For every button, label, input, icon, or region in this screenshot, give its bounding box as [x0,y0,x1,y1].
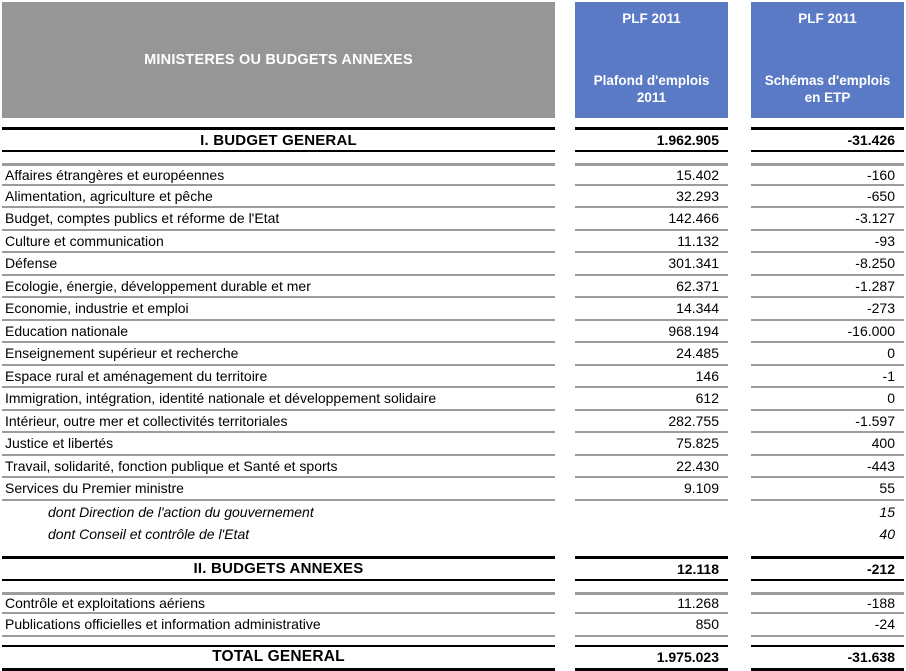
row-label: Affaires étrangères et européennes [2,163,555,186]
plafond-value: 301.341 [575,253,728,276]
row-label: Alimentation, agriculture et pêche [2,186,555,209]
row-label: Enseignement supérieur et recherche [2,343,555,366]
section-row-budgets-annexes [2,556,906,581]
plafond-value: 282.755 [575,411,728,434]
plafond-value: 22.430 [575,456,728,479]
total-row [2,645,906,671]
plafond-value: 1.962.905 [575,127,728,152]
row-label: Espace rural et aménagement du territoire [2,366,555,389]
plafond-value: 612 [575,388,728,411]
plafond-value: 24.485 [575,343,728,366]
schemas-value: -93 [751,231,904,254]
table-row [2,478,906,501]
row-label: dont Conseil et contrôle de l'Etat [48,526,250,543]
plafond-value [575,501,728,524]
table-row [2,343,906,366]
row-label: Intérieur, outre mer et collectivités territoriales [2,411,555,434]
schemas-value: -1 [751,366,904,389]
plafond-value: 62.371 [575,276,728,299]
table-row [2,388,906,411]
table-row [2,614,906,637]
row-label: Economie, industrie et emploi [2,298,555,321]
schemas-value: -24 [751,614,904,637]
schemas-value: -1.597 [751,411,904,434]
table-row [2,366,906,389]
table-row [2,163,906,186]
table-row [2,321,906,344]
schemas-value: 40 [879,526,895,543]
row-label: Immigration, intégration, identité nationale et développement solidaire [2,388,555,411]
row-label: dont Direction de l'action du gouvernement [48,503,314,520]
plafond-value: 146 [575,366,728,389]
plafond-value: 15.402 [575,163,728,186]
plafond-value: 75.825 [575,433,728,456]
table-row [2,298,906,321]
section-row-budget-general [2,127,906,152]
header-schemas-title: Schémas d'emplois en ETP [764,73,891,106]
table-row [2,433,906,456]
schemas-value: 0 [751,388,904,411]
schemas-value: 15 [879,503,895,520]
table-row [2,208,906,231]
plafond-value: 11.268 [575,592,728,615]
table-row [2,231,906,254]
table-row-dont [2,501,906,524]
table-row-dont [2,523,906,546]
header-plafond-title: Plafond d'emplois 2011 [593,73,710,106]
row-label: Justice et libertés [2,433,555,456]
schemas-value: -16.000 [751,321,904,344]
row-label: Contrôle et exploitations aériens [2,592,555,615]
table-row [2,411,906,434]
plafond-value: 14.344 [575,298,728,321]
schemas-value: -3.127 [751,208,904,231]
row-label: Culture et communication [2,231,555,254]
section-label: I. BUDGET GENERAL [2,127,555,152]
header-plafond-plf: PLF 2011 [622,11,681,26]
total-label: TOTAL GENERAL [2,645,555,671]
plafond-value: 142.466 [575,208,728,231]
row-label: Défense [2,253,555,276]
row-label: Budget, comptes publics et réforme de l'Etat [2,208,555,231]
plafond-value [575,523,728,546]
header-ministeres-cell [2,2,555,118]
schemas-value: -31.638 [751,645,904,671]
row-label: Services du Premier ministre [2,478,555,501]
schemas-value: -1.287 [751,276,904,299]
row-label: Education nationale [2,321,555,344]
table-row [2,276,906,299]
schemas-value: 400 [751,433,904,456]
table-row [2,456,906,479]
schemas-value: 55 [751,478,904,501]
schemas-value: -273 [751,298,904,321]
row-label: Travail, solidarité, fonction publique et Santé et sports [2,456,555,479]
plafond-value: 968.194 [575,321,728,344]
schemas-value: -212 [751,556,904,581]
plafond-value: 1.975.023 [575,645,728,671]
header-schemas-cell [751,2,904,118]
plafond-value: 12.118 [575,556,728,581]
plafond-value: 32.293 [575,186,728,209]
header-schemas-plf: PLF 2011 [798,11,857,26]
row-label: Publications officielles et information administrative [2,614,555,637]
schemas-value: 0 [751,343,904,366]
plafond-value: 9.109 [575,478,728,501]
table-header [2,2,906,118]
plafond-value: 11.132 [575,231,728,254]
schemas-value: -443 [751,456,904,479]
header-ministeres-label: MINISTERES OU BUDGETS ANNEXES [144,52,413,68]
table-row [2,592,906,615]
table-row [2,186,906,209]
table-row [2,253,906,276]
schemas-value: -160 [751,163,904,186]
schemas-value: -8.250 [751,253,904,276]
schemas-value: -650 [751,186,904,209]
section-label: II. BUDGETS ANNEXES [2,556,555,581]
header-plafond-cell [575,2,728,118]
row-label: Ecologie, énergie, développement durable et mer [2,276,555,299]
schemas-value: -31.426 [751,127,904,152]
plafond-value: 850 [575,614,728,637]
schemas-value: -188 [751,592,904,615]
